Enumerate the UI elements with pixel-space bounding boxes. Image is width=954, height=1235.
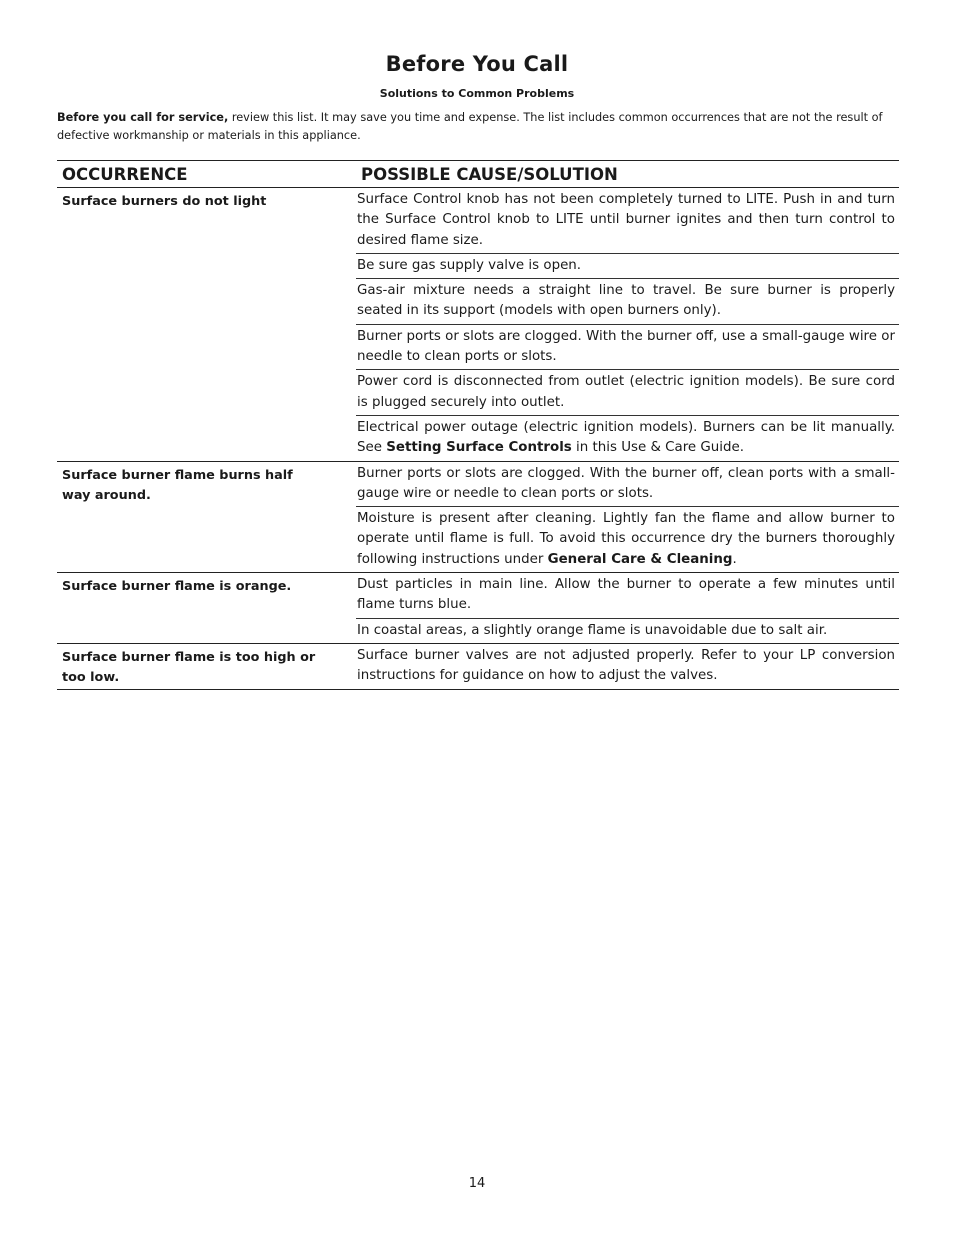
solution-reference: Setting Surface Controls xyxy=(386,440,572,456)
solution-item: Be sure gas supply valve is open. xyxy=(356,254,899,279)
occurrence-cell: Surface burner flame burns half way around. xyxy=(62,467,293,503)
solution-item: Burner ports or slots are clogged. With the burner off, use a small-gauge wire or needle to clean ports or slots. xyxy=(356,325,899,371)
intro-text: review this list. It may save you time and expense. The list includes common occurrences that are not the result of defective workmanship or materials in this appliance. xyxy=(57,111,883,142)
solutions-cell xyxy=(345,644,899,689)
solution-item: In coastal areas, a slightly orange flame is unavoidable due to salt air. xyxy=(357,622,828,638)
solution-text: Electrical power outage (electric ignition models). Burners can be lit manually. See xyxy=(357,419,895,456)
solution-text-after: in this Use & Care Guide. xyxy=(571,440,745,456)
occurrence-cell: Surface burner flame is too high or too low. xyxy=(62,649,316,686)
solution-item: Power cord is disconnected from outlet (electric ignition models). Be sure cord is plugged securely into outlet. xyxy=(356,370,899,416)
table-header xyxy=(57,161,899,188)
solutions-cell xyxy=(345,573,899,643)
occurrence-cell: Surface burner flame is orange. xyxy=(62,579,292,595)
solution-item xyxy=(356,416,899,461)
page-subtitle: Solutions to Common Problems xyxy=(379,87,575,100)
solution-reference: General Care & Cleaning xyxy=(547,551,733,567)
table-row xyxy=(57,573,899,644)
table-row xyxy=(57,188,899,462)
solutions-cell xyxy=(345,188,899,461)
occurrence-cell: Surface burners do not light xyxy=(62,194,267,209)
solutions-cell xyxy=(345,462,899,572)
intro-paragraph xyxy=(57,109,899,145)
solution-item: Surface burner valves are not adjusted properly. Refer to your LP conversion instructions for guidance on how to adjust the valves. xyxy=(357,647,895,684)
solution-item xyxy=(356,507,899,572)
column-header-solution: POSSIBLE CAUSE/SOLUTION xyxy=(361,165,618,184)
troubleshooting-table xyxy=(57,160,899,690)
table-row xyxy=(57,462,899,573)
solution-text: Moisture is present after cleaning. Lightly fan the flame and allow burner to operate until flame is full. To avoid this occurrence dry the burners thoroughly following instructions under xyxy=(357,511,895,567)
intro-lead: Before you call for service, xyxy=(57,111,229,124)
column-header-occurrence: OCCURRENCE xyxy=(62,165,188,184)
solution-item: Dust particles in main line. Allow the burner to operate a few minutes until flame turns blue. xyxy=(356,573,899,619)
solution-item: Burner ports or slots are clogged. With the burner off, clean ports with a small-gauge wire or needle to clean ports or slots. xyxy=(356,462,899,508)
page-title: Before You Call xyxy=(385,52,569,76)
solution-item: Surface Control knob has not been completely turned to LITE. Push in and turn the Surface Control knob to LITE until burner ignites and then turn control to desired flame size. xyxy=(356,188,899,254)
page-number: 14 xyxy=(468,1176,486,1191)
solution-item: Gas-air mixture needs a straight line to travel. Be sure burner is properly seated in its support (models with open burners only). xyxy=(356,279,899,325)
table-row xyxy=(57,644,899,690)
solution-text-after: . xyxy=(732,551,737,567)
